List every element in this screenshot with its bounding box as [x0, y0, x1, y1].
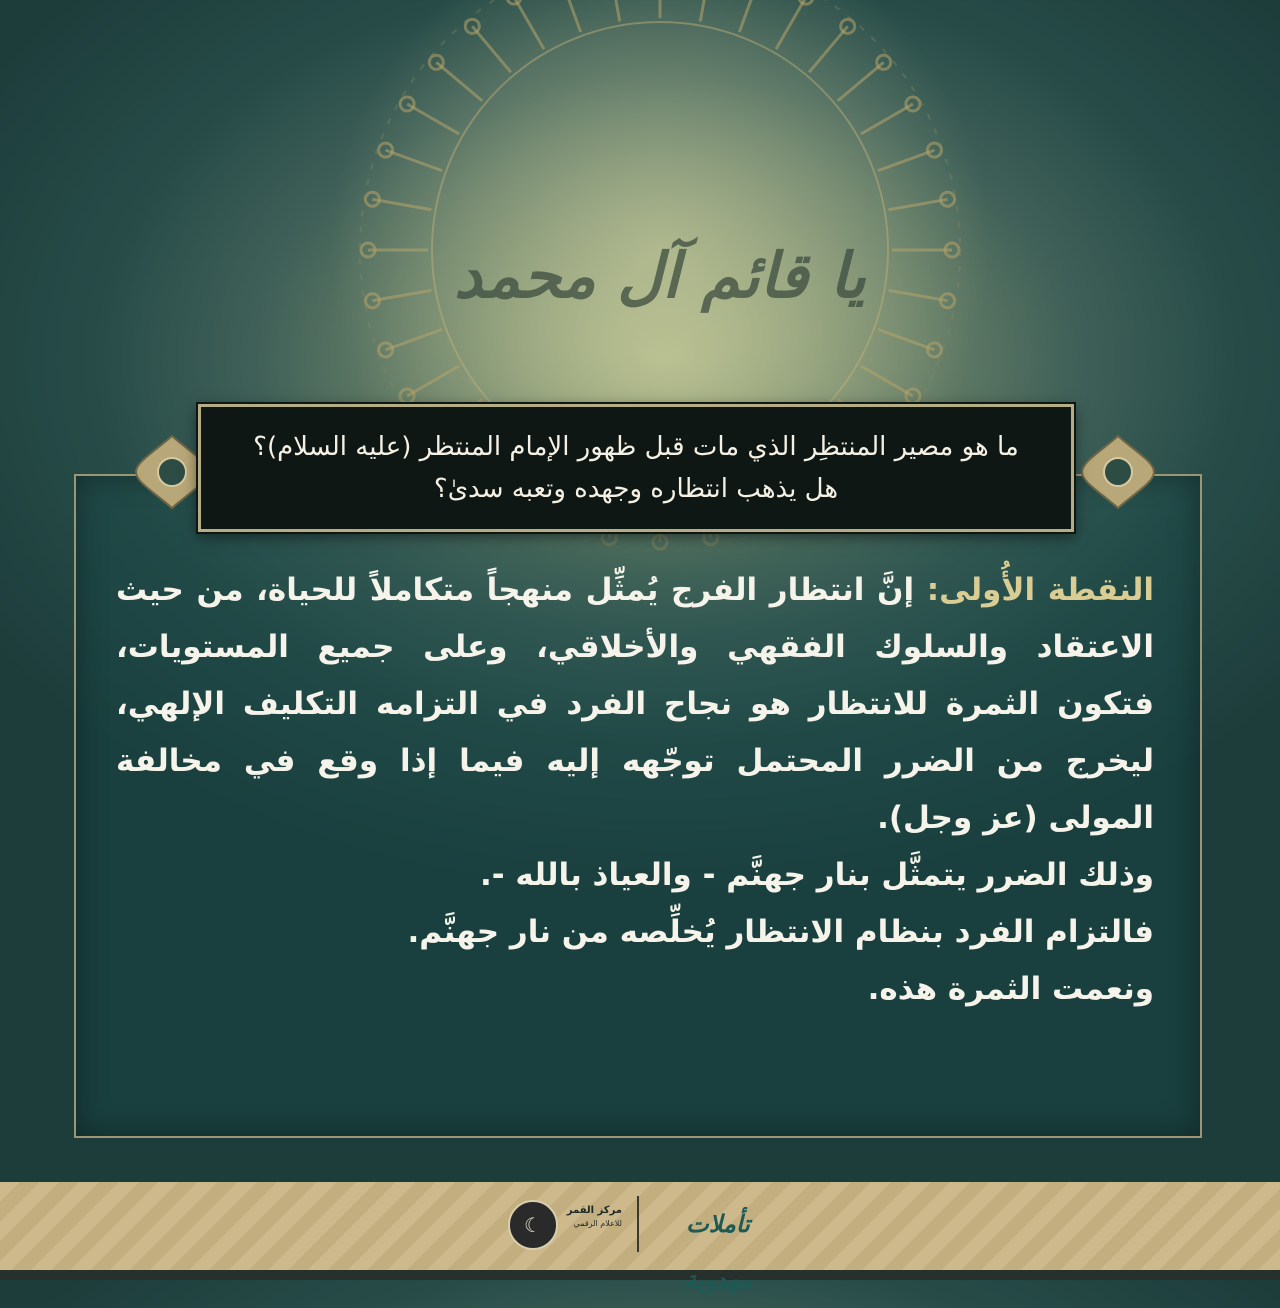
center-subtitle: للاعلام الرقمي — [573, 1219, 622, 1228]
calligraphy-text: يا قائم آل محمد — [454, 238, 866, 312]
center-logo-icon: ☾ — [508, 1200, 558, 1250]
footer-band — [0, 1182, 1280, 1294]
answer-line-3: فالتزام الفرد بنظام الانتظار يُخلِّصه من نار جهنَّم. — [407, 914, 1154, 950]
center-name: مركز القمر — [566, 1205, 622, 1216]
center-branding — [562, 1204, 622, 1230]
answer-paragraph-1 — [116, 562, 1154, 847]
question-line-1: ما هو مصير المنتظِر الذي مات قبل ظهور الإمام المنتظر (عليه السلام)؟ — [253, 432, 1019, 462]
footer-divider — [637, 1196, 639, 1252]
calligraphy-emblem — [440, 150, 880, 400]
answer-body — [116, 562, 1154, 1018]
answer-line-2: وذلك الضرر يتمثَّل بنار جهنَّم - والعياذ بالله -. — [479, 857, 1154, 893]
brand-logo: تأملات مهدوية — [684, 1209, 752, 1294]
question-title-box — [198, 404, 1074, 532]
question-line-2: هل يذهب انتظاره وجهده وتعبه سدىٰ؟ — [433, 474, 839, 504]
footer-bottom-strip — [0, 1270, 1280, 1280]
point-label: النقطة الأُولى: — [926, 572, 1155, 608]
answer-line-4: ونعمت الثمرة هذه. — [867, 971, 1154, 1007]
ornament-right-icon — [1078, 432, 1158, 512]
paragraph-1-text: إنَّ انتظار الفرج يُمثِّل منهجاً متكاملاً للحياة، من حيث الاعتقاد والسلوك الفقهي والأخلاقي، وعلى جميع المستويات، فتكون الثمرة للانتظار هو نجاح الفرد في التزامه التكليف الإلهي، ليخرج من الضرر المحتمل توجّهه إليه فيما إذا وقع في مخالفة المولى (عز وجل). — [116, 572, 1154, 836]
